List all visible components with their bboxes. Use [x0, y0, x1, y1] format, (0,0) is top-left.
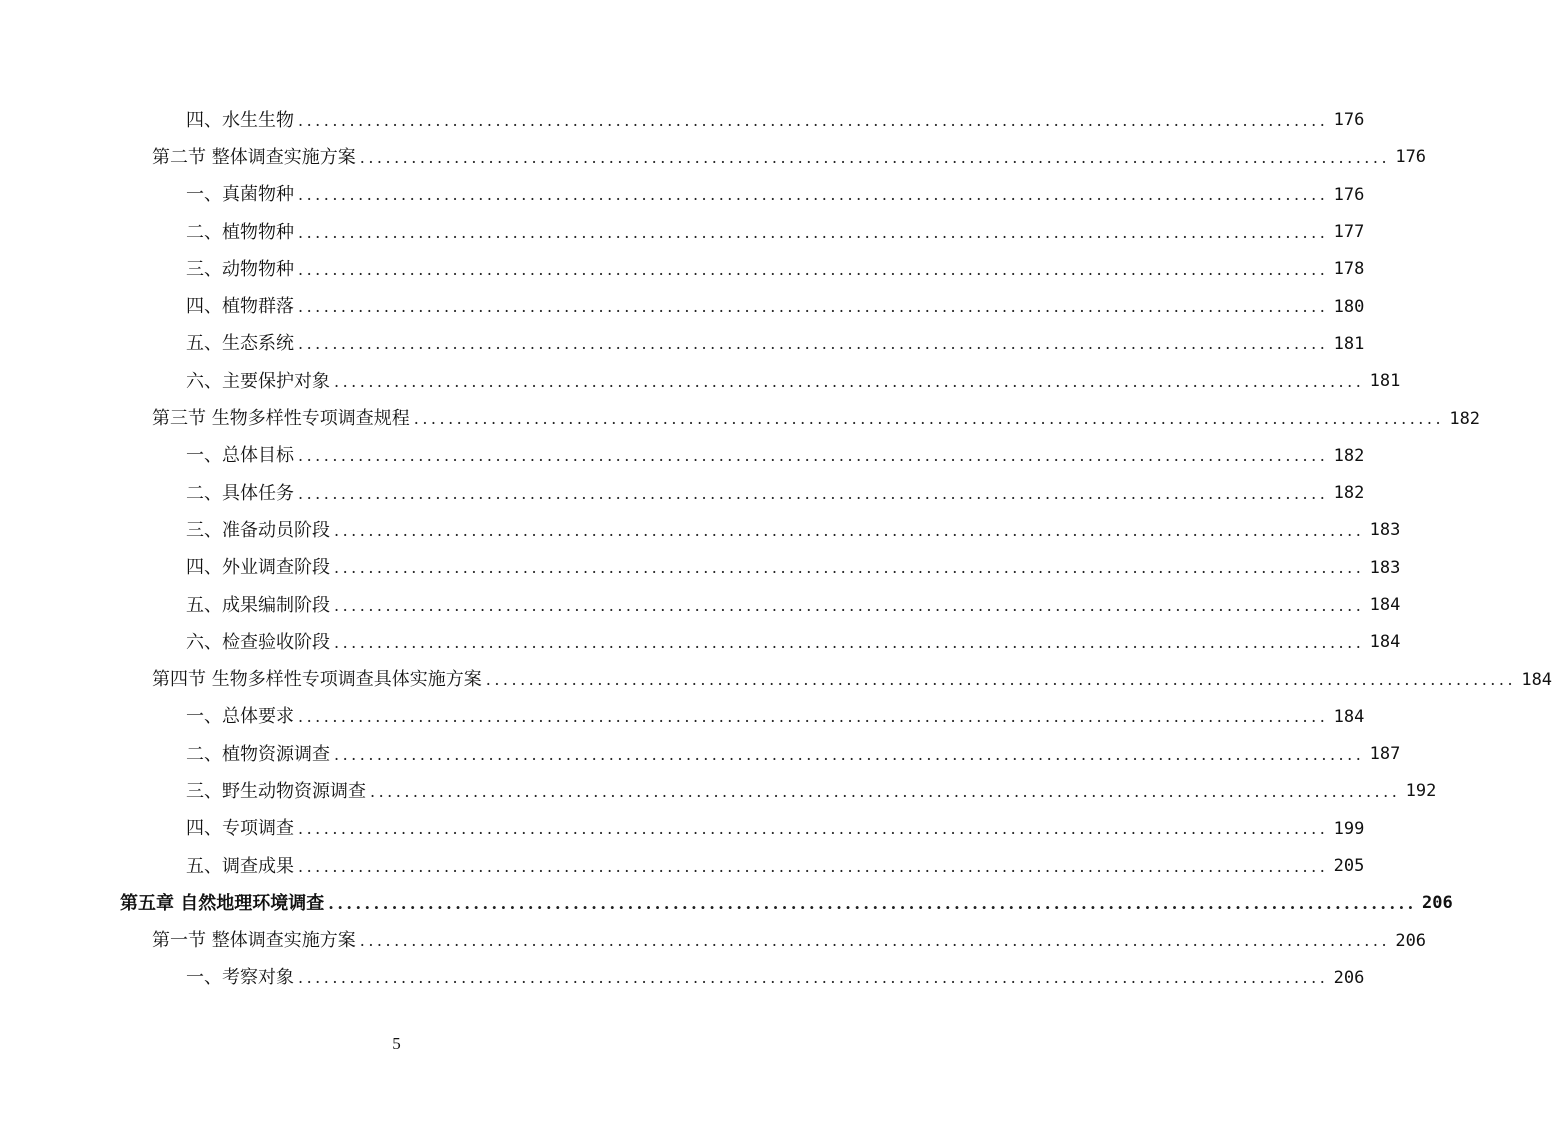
toc-entry-page-number: 180	[1333, 296, 1365, 317]
toc-item-entry[interactable]	[0, 736, 1401, 773]
toc-dot-leader: ........................................................................................................................	[334, 744, 1365, 764]
toc-item-entry[interactable]	[0, 438, 1365, 475]
toc-entry-title: 四、水生生物	[186, 109, 294, 131]
toc-section-entry[interactable]	[0, 661, 1552, 698]
toc-item-entry[interactable]	[0, 699, 1365, 736]
toc-entry-title: 二、植物资源调查	[186, 743, 330, 765]
toc-entry-title: 六、检查验收阶段	[186, 631, 330, 653]
toc-entry-title: 六、主要保护对象	[186, 370, 330, 392]
toc-dot-leader: ........................................................................................................................	[298, 483, 1329, 503]
toc-entry-page-number: 182	[1449, 408, 1481, 429]
toc-entry-page-number: 181	[1333, 333, 1365, 354]
toc-item-entry[interactable]	[0, 811, 1365, 848]
toc-dot-leader: ........................................................................................................................	[298, 185, 1329, 205]
toc-entry-page-number: 181	[1369, 371, 1401, 392]
toc-entry-title: 第二节 整体调查实施方案	[152, 146, 356, 168]
toc-dot-leader: ........................................................................................................................	[298, 297, 1329, 317]
toc-entry-title: 三、动物物种	[186, 258, 294, 280]
toc-entry-title: 三、野生动物资源调查	[186, 780, 366, 802]
toc-section-entry[interactable]	[0, 400, 1481, 437]
toc-entry-title: 四、植物群落	[186, 296, 294, 318]
toc-entry-page-number: 177	[1333, 222, 1365, 243]
toc-item-entry[interactable]	[0, 512, 1401, 549]
toc-item-entry[interactable]	[0, 475, 1365, 512]
table-of-contents	[0, 102, 1552, 997]
toc-section-entry[interactable]	[0, 139, 1427, 176]
toc-dot-leader: ........................................................................................................................	[334, 595, 1365, 615]
toc-item-entry[interactable]	[0, 177, 1365, 214]
toc-entry-title: 一、考察对象	[186, 967, 294, 989]
toc-entry-title: 三、准备动员阶段	[186, 519, 330, 541]
toc-entry-page-number: 184	[1369, 632, 1401, 653]
toc-entry-page-number: 182	[1333, 483, 1365, 504]
toc-item-entry[interactable]	[0, 288, 1365, 325]
toc-dot-leader: ........................................................................................................................	[359, 931, 1391, 951]
toc-dot-leader: ........................................................................................................................	[298, 819, 1329, 839]
toc-dot-leader: ........................................................................................................................	[298, 110, 1329, 130]
toc-item-entry[interactable]	[0, 102, 1365, 139]
toc-dot-leader: ........................................................................................................................	[334, 371, 1365, 391]
toc-chapter-entry[interactable]	[0, 885, 1453, 922]
toc-entry-page-number: 187	[1369, 744, 1401, 765]
toc-dot-leader: ........................................................................................................................	[298, 446, 1329, 466]
toc-dot-leader: ........................................................................................................................	[298, 222, 1329, 242]
toc-entry-title: 五、生态系统	[186, 333, 294, 355]
toc-entry-title: 一、总体目标	[186, 445, 294, 467]
toc-item-entry[interactable]	[0, 326, 1365, 363]
toc-entry-page-number: 176	[1333, 184, 1365, 205]
toc-dot-leader: ........................................................................................................................	[328, 893, 1417, 913]
toc-dot-leader: ........................................................................................................................	[298, 968, 1329, 988]
toc-entry-page-number: 206	[1421, 893, 1453, 914]
toc-entry-title: 五、成果编制阶段	[186, 594, 330, 616]
toc-entry-page-number: 178	[1333, 259, 1365, 280]
toc-entry-title: 四、外业调查阶段	[186, 557, 330, 579]
toc-item-entry[interactable]	[0, 624, 1401, 661]
toc-entry-page-number: 176	[1395, 147, 1427, 168]
toc-entry-title: 五、调查成果	[186, 855, 294, 877]
toc-item-entry[interactable]	[0, 587, 1401, 624]
toc-dot-leader: ........................................................................................................................	[298, 259, 1329, 279]
toc-entry-page-number: 192	[1405, 781, 1437, 802]
toc-entry-page-number: 206	[1333, 967, 1365, 988]
toc-dot-leader: ........................................................................................................................	[334, 558, 1365, 578]
toc-entry-page-number: 199	[1333, 818, 1365, 839]
toc-dot-leader: ........................................................................................................................	[298, 707, 1329, 727]
toc-item-entry[interactable]	[0, 214, 1365, 251]
toc-item-entry[interactable]	[0, 363, 1401, 400]
toc-entry-page-number: 206	[1395, 930, 1427, 951]
toc-entry-title: 第一节 整体调查实施方案	[152, 930, 356, 952]
toc-section-entry[interactable]	[0, 923, 1427, 960]
toc-entry-title: 一、真菌物种	[186, 184, 294, 206]
toc-entry-title: 二、具体任务	[186, 482, 294, 504]
toc-entry-title: 第五章 自然地理环境调查	[120, 892, 325, 914]
toc-dot-leader: ........................................................................................................................	[370, 781, 1401, 801]
toc-entry-page-number: 182	[1333, 445, 1365, 466]
toc-dot-leader: ........................................................................................................................	[334, 520, 1365, 540]
toc-dot-leader: ........................................................................................................................	[413, 409, 1445, 429]
toc-item-entry[interactable]	[0, 550, 1401, 587]
toc-entry-page-number: 176	[1333, 110, 1365, 131]
toc-dot-leader: ........................................................................................................................	[334, 632, 1365, 652]
toc-item-entry[interactable]	[0, 960, 1365, 997]
toc-dot-leader: ........................................................................................................................	[298, 334, 1329, 354]
toc-entry-page-number: 183	[1369, 520, 1401, 541]
toc-item-entry[interactable]	[0, 251, 1365, 288]
toc-entry-title: 二、植物物种	[186, 221, 294, 243]
toc-dot-leader: ........................................................................................................................	[298, 856, 1329, 876]
toc-dot-leader: ........................................................................................................................	[485, 670, 1517, 690]
toc-entry-page-number: 184	[1333, 706, 1365, 727]
toc-entry-page-number: 183	[1369, 557, 1401, 578]
toc-entry-page-number: 205	[1333, 856, 1365, 877]
toc-entry-page-number: 184	[1521, 669, 1552, 690]
toc-entry-title: 第四节 生物多样性专项调查具体实施方案	[152, 669, 482, 691]
toc-entry-title: 四、专项调查	[186, 818, 294, 840]
toc-dot-leader: ........................................................................................................................	[359, 147, 1391, 167]
toc-item-entry[interactable]	[0, 848, 1365, 885]
page-number: 5	[392, 1034, 401, 1053]
toc-entry-page-number: 184	[1369, 595, 1401, 615]
toc-entry-title: 第三节 生物多样性专项调查规程	[152, 408, 410, 430]
toc-item-entry[interactable]	[0, 773, 1437, 810]
toc-entry-title: 一、总体要求	[186, 706, 294, 728]
